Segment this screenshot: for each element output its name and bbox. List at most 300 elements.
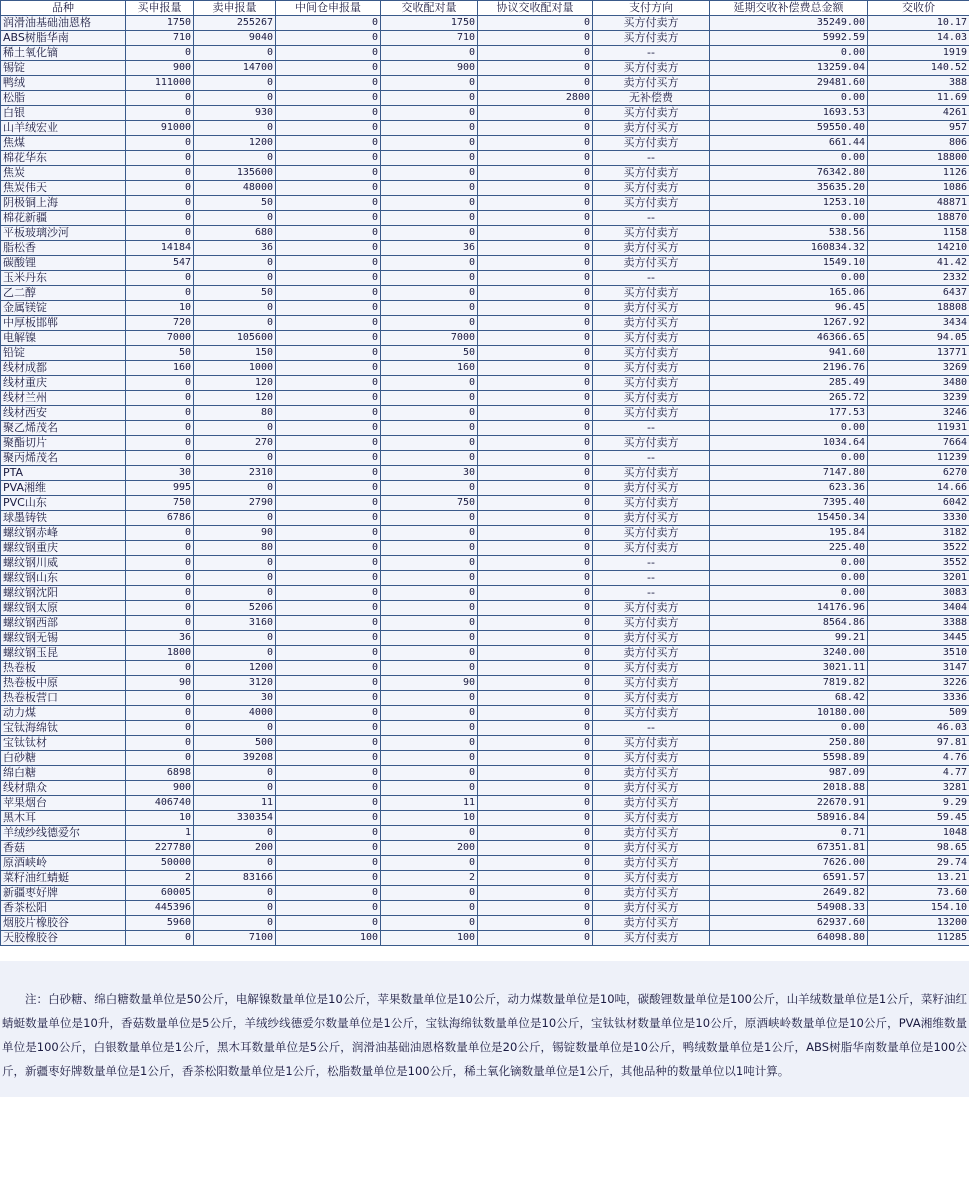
cell-sell-declared: 7100 [194,931,276,946]
cell-delivery-price: 11285 [868,931,969,946]
table-row [1,496,969,511]
cell-delivery-matched: 90 [381,676,478,691]
table-row [1,871,969,886]
cell-delivery-matched: 0 [381,421,478,436]
cell-delivery-price: 1086 [868,181,969,196]
cell-buy-declared: 0 [126,91,194,106]
cell-delivery-matched: 0 [381,571,478,586]
cell-buy-declared: 0 [126,211,194,226]
cell-delivery-matched: 0 [381,406,478,421]
cell-compensation-total: 0.00 [710,556,868,571]
cell-payment-direction: 买方付卖方 [593,346,710,361]
cell-variety: 螺纹钢沈阳 [1,586,126,601]
cell-sell-declared: 3160 [194,616,276,631]
table-row [1,931,969,946]
cell-payment-direction: 买方付卖方 [593,406,710,421]
cell-delivery-matched: 0 [381,151,478,166]
table-row [1,76,969,91]
cell-sell-declared: 0 [194,586,276,601]
cell-intermediate-declared: 0 [276,811,381,826]
cell-sell-declared: 0 [194,631,276,646]
table-row [1,736,969,751]
cell-payment-direction: 卖方付买方 [593,841,710,856]
cell-delivery-price: 3552 [868,556,969,571]
cell-compensation-total: 987.09 [710,766,868,781]
cell-intermediate-declared: 0 [276,316,381,331]
cell-intermediate-declared: 0 [276,151,381,166]
cell-intermediate-declared: 0 [276,556,381,571]
cell-buy-declared: 0 [126,571,194,586]
cell-buy-declared: 10 [126,301,194,316]
cell-payment-direction: -- [593,211,710,226]
cell-buy-declared: 0 [126,691,194,706]
cell-agreement-matched: 0 [478,796,593,811]
cell-intermediate-declared: 0 [276,826,381,841]
cell-delivery-price: 3404 [868,601,969,616]
cell-intermediate-declared: 0 [276,421,381,436]
cell-intermediate-declared: 0 [276,766,381,781]
table-row [1,556,969,571]
cell-delivery-matched: 1750 [381,16,478,31]
table-row [1,856,969,871]
cell-sell-declared: 0 [194,301,276,316]
cell-intermediate-declared: 0 [276,601,381,616]
table-row [1,916,969,931]
cell-sell-declared: 0 [194,511,276,526]
cell-intermediate-declared: 0 [276,526,381,541]
cell-variety: 宝钛海绵钛 [1,721,126,736]
cell-compensation-total: 67351.81 [710,841,868,856]
cell-delivery-matched: 0 [381,436,478,451]
cell-sell-declared: 0 [194,271,276,286]
cell-agreement-matched: 0 [478,751,593,766]
cell-intermediate-declared: 0 [276,241,381,256]
cell-buy-declared: 0 [126,586,194,601]
cell-payment-direction: -- [593,586,710,601]
cell-variety: 热卷板营口 [1,691,126,706]
cell-delivery-matched: 0 [381,691,478,706]
cell-agreement-matched: 0 [478,886,593,901]
header-variety: 品种 [1,1,126,16]
table-row [1,271,969,286]
cell-delivery-price: 3434 [868,316,969,331]
cell-intermediate-declared: 0 [276,886,381,901]
table-row [1,481,969,496]
cell-buy-declared: 111000 [126,76,194,91]
cell-delivery-matched: 0 [381,76,478,91]
cell-agreement-matched: 0 [478,421,593,436]
cell-compensation-total: 14176.96 [710,601,868,616]
cell-intermediate-declared: 0 [276,676,381,691]
cell-sell-declared: 150 [194,346,276,361]
cell-sell-declared: 5206 [194,601,276,616]
table-row [1,301,969,316]
cell-delivery-matched: 0 [381,916,478,931]
cell-sell-declared: 30 [194,691,276,706]
cell-delivery-matched: 0 [381,256,478,271]
cell-delivery-price: 3281 [868,781,969,796]
table-row [1,256,969,271]
cell-variety: 线材兰州 [1,391,126,406]
cell-variety: 棉花新疆 [1,211,126,226]
cell-intermediate-declared: 0 [276,136,381,151]
cell-sell-declared: 0 [194,646,276,661]
cell-payment-direction: 买方付卖方 [593,691,710,706]
cell-agreement-matched: 0 [478,31,593,46]
cell-variety: 白砂糖 [1,751,126,766]
cell-compensation-total: 1034.64 [710,436,868,451]
cell-agreement-matched: 0 [478,496,593,511]
cell-payment-direction: 买方付卖方 [593,196,710,211]
cell-delivery-matched: 0 [381,91,478,106]
cell-buy-declared: 0 [126,271,194,286]
cell-intermediate-declared: 0 [276,916,381,931]
cell-delivery-matched: 0 [381,391,478,406]
cell-variety: 羊绒纱线德爱尔 [1,826,126,841]
cell-sell-declared: 930 [194,106,276,121]
table-row [1,676,969,691]
cell-intermediate-declared: 0 [276,406,381,421]
cell-payment-direction: 买方付卖方 [593,496,710,511]
cell-delivery-matched: 0 [381,856,478,871]
cell-payment-direction: 卖方付买方 [593,646,710,661]
table-row [1,721,969,736]
cell-buy-declared: 0 [126,706,194,721]
cell-variety: 乙二醇 [1,286,126,301]
cell-compensation-total: 195.84 [710,526,868,541]
cell-delivery-price: 18808 [868,301,969,316]
cell-buy-declared: 90 [126,676,194,691]
cell-delivery-matched: 11 [381,796,478,811]
cell-variety: 碳酸锂 [1,256,126,271]
cell-intermediate-declared: 0 [276,31,381,46]
cell-delivery-matched: 0 [381,781,478,796]
cell-compensation-total: 1549.10 [710,256,868,271]
cell-compensation-total: 76342.80 [710,166,868,181]
cell-delivery-price: 2332 [868,271,969,286]
cell-compensation-total: 5992.59 [710,31,868,46]
cell-variety: 脂松香 [1,241,126,256]
cell-buy-declared: 406740 [126,796,194,811]
cell-sell-declared: 1200 [194,661,276,676]
cell-payment-direction: -- [593,46,710,61]
cell-delivery-price: 3269 [868,361,969,376]
cell-buy-declared: 0 [126,181,194,196]
cell-buy-declared: 1750 [126,16,194,31]
cell-buy-declared: 0 [126,406,194,421]
cell-delivery-price: 806 [868,136,969,151]
cell-variety: 阴极铜上海 [1,196,126,211]
cell-compensation-total: 165.06 [710,286,868,301]
cell-delivery-price: 3510 [868,646,969,661]
cell-delivery-matched: 0 [381,226,478,241]
cell-payment-direction: 买方付卖方 [593,466,710,481]
cell-compensation-total: 3240.00 [710,646,868,661]
cell-sell-declared: 0 [194,886,276,901]
cell-variety: 锡锭 [1,61,126,76]
cell-buy-declared: 30 [126,466,194,481]
table-row [1,886,969,901]
cell-delivery-price: 14.66 [868,481,969,496]
cell-sell-declared: 105600 [194,331,276,346]
cell-buy-declared: 0 [126,526,194,541]
cell-agreement-matched: 0 [478,106,593,121]
cell-payment-direction: 卖方付买方 [593,826,710,841]
cell-delivery-matched: 0 [381,166,478,181]
cell-agreement-matched: 0 [478,46,593,61]
cell-compensation-total: 29481.60 [710,76,868,91]
cell-payment-direction: -- [593,151,710,166]
cell-compensation-total: 3021.11 [710,661,868,676]
cell-payment-direction: 买方付卖方 [593,16,710,31]
cell-sell-declared: 0 [194,121,276,136]
cell-sell-declared: 50 [194,196,276,211]
cell-sell-declared: 330354 [194,811,276,826]
cell-compensation-total: 15450.34 [710,511,868,526]
cell-intermediate-declared: 0 [276,736,381,751]
cell-delivery-price: 3522 [868,541,969,556]
cell-buy-declared: 6898 [126,766,194,781]
table-row [1,766,969,781]
cell-delivery-matched: 0 [381,586,478,601]
cell-compensation-total: 54908.33 [710,901,868,916]
cell-buy-declared: 7000 [126,331,194,346]
cell-delivery-matched: 0 [381,556,478,571]
cell-variety: 原酒峡岭 [1,856,126,871]
cell-agreement-matched: 0 [478,556,593,571]
table-row [1,61,969,76]
cell-buy-declared: 160 [126,361,194,376]
table-row [1,361,969,376]
cell-sell-declared: 120 [194,376,276,391]
cell-sell-declared: 0 [194,916,276,931]
cell-compensation-total: 0.00 [710,46,868,61]
table-row [1,796,969,811]
cell-payment-direction: 买方付卖方 [593,676,710,691]
cell-agreement-matched: 0 [478,376,593,391]
cell-payment-direction: 买方付卖方 [593,166,710,181]
cell-variety: 螺纹钢赤峰 [1,526,126,541]
cell-payment-direction: 卖方付买方 [593,241,710,256]
cell-variety: 螺纹钢川威 [1,556,126,571]
cell-payment-direction: 卖方付买方 [593,76,710,91]
cell-variety: 菜籽油红蜻蜓 [1,871,126,886]
cell-agreement-matched: 0 [478,631,593,646]
cell-intermediate-declared: 0 [276,16,381,31]
cell-compensation-total: 99.21 [710,631,868,646]
cell-intermediate-declared: 0 [276,331,381,346]
cell-buy-declared: 900 [126,781,194,796]
table-row [1,901,969,916]
cell-delivery-price: 94.05 [868,331,969,346]
cell-agreement-matched: 0 [478,511,593,526]
cell-sell-declared: 680 [194,226,276,241]
cell-sell-declared: 80 [194,406,276,421]
cell-sell-declared: 2790 [194,496,276,511]
cell-buy-declared: 50 [126,346,194,361]
cell-variety: 平板玻璃沙河 [1,226,126,241]
cell-delivery-price: 6270 [868,466,969,481]
cell-intermediate-declared: 0 [276,796,381,811]
cell-agreement-matched: 0 [478,391,593,406]
cell-delivery-price: 4261 [868,106,969,121]
cell-variety: 山羊绒宏业 [1,121,126,136]
cell-delivery-price: 11931 [868,421,969,436]
cell-payment-direction: -- [593,451,710,466]
cell-agreement-matched: 0 [478,661,593,676]
cell-intermediate-declared: 0 [276,301,381,316]
header-delivery-price: 交收价 [868,1,969,16]
cell-buy-declared: 995 [126,481,194,496]
cell-sell-declared: 0 [194,721,276,736]
cell-variety: 鸭绒 [1,76,126,91]
cell-sell-declared: 36 [194,241,276,256]
cell-compensation-total: 5598.89 [710,751,868,766]
cell-agreement-matched: 0 [478,256,593,271]
cell-compensation-total: 46366.65 [710,331,868,346]
cell-agreement-matched: 0 [478,766,593,781]
cell-variety: 线材重庆 [1,376,126,391]
cell-delivery-matched: 30 [381,466,478,481]
cell-sell-declared: 0 [194,571,276,586]
table-row [1,31,969,46]
cell-buy-declared: 0 [126,931,194,946]
cell-delivery-matched: 100 [381,931,478,946]
cell-delivery-price: 13771 [868,346,969,361]
cell-agreement-matched: 0 [478,856,593,871]
cell-delivery-price: 18800 [868,151,969,166]
cell-compensation-total: 2649.82 [710,886,868,901]
cell-delivery-matched: 0 [381,121,478,136]
cell-intermediate-declared: 0 [276,166,381,181]
table-row [1,421,969,436]
cell-delivery-price: 11239 [868,451,969,466]
cell-delivery-matched: 0 [381,901,478,916]
cell-delivery-price: 3239 [868,391,969,406]
table-row [1,811,969,826]
cell-agreement-matched: 0 [478,676,593,691]
cell-sell-declared: 0 [194,316,276,331]
cell-compensation-total: 1267.92 [710,316,868,331]
table-row [1,781,969,796]
cell-agreement-matched: 0 [478,781,593,796]
cell-payment-direction: 卖方付买方 [593,631,710,646]
cell-compensation-total: 35635.20 [710,181,868,196]
cell-compensation-total: 7147.80 [710,466,868,481]
cell-compensation-total: 285.49 [710,376,868,391]
table-row [1,121,969,136]
cell-compensation-total: 62937.60 [710,916,868,931]
cell-buy-declared: 0 [126,601,194,616]
cell-variety: 香菇 [1,841,126,856]
cell-sell-declared: 9040 [194,31,276,46]
cell-payment-direction: 买方付卖方 [593,661,710,676]
cell-delivery-matched: 0 [381,721,478,736]
cell-payment-direction: 买方付卖方 [593,811,710,826]
cell-delivery-price: 509 [868,706,969,721]
cell-variety: 绵白糖 [1,766,126,781]
cell-payment-direction: 无补偿费 [593,91,710,106]
cell-delivery-matched: 0 [381,661,478,676]
cell-payment-direction: 卖方付买方 [593,256,710,271]
cell-payment-direction: 买方付卖方 [593,331,710,346]
cell-variety: 螺纹钢太原 [1,601,126,616]
header-buy-declared: 买申报量 [126,1,194,16]
cell-agreement-matched: 0 [478,586,593,601]
cell-sell-declared: 0 [194,91,276,106]
cell-buy-declared: 720 [126,316,194,331]
cell-payment-direction: 买方付卖方 [593,136,710,151]
cell-agreement-matched: 0 [478,121,593,136]
table-row [1,241,969,256]
cell-delivery-matched: 200 [381,841,478,856]
table-row [1,526,969,541]
cell-agreement-matched: 0 [478,601,593,616]
cell-intermediate-declared: 0 [276,376,381,391]
cell-delivery-price: 3445 [868,631,969,646]
cell-variety: 宝钛钛材 [1,736,126,751]
cell-agreement-matched: 0 [478,571,593,586]
cell-agreement-matched: 0 [478,406,593,421]
header-sell-declared: 卖申报量 [194,1,276,16]
cell-buy-declared: 0 [126,451,194,466]
cell-intermediate-declared: 0 [276,121,381,136]
cell-variety: 烟胶片橡胶谷 [1,916,126,931]
cell-compensation-total: 7395.40 [710,496,868,511]
header-intermediate-declared: 中间仓申报量 [276,1,381,16]
cell-delivery-matched: 0 [381,181,478,196]
cell-buy-declared: 0 [126,106,194,121]
cell-payment-direction: 买方付卖方 [593,361,710,376]
cell-variety: PVA湘维 [1,481,126,496]
cell-variety: ABS树脂华南 [1,31,126,46]
cell-payment-direction: 卖方付买方 [593,901,710,916]
cell-sell-declared: 0 [194,46,276,61]
cell-sell-declared: 14700 [194,61,276,76]
cell-intermediate-declared: 0 [276,541,381,556]
cell-buy-declared: 445396 [126,901,194,916]
cell-buy-declared: 91000 [126,121,194,136]
cell-compensation-total: 941.60 [710,346,868,361]
cell-delivery-matched: 0 [381,541,478,556]
cell-agreement-matched: 0 [478,616,593,631]
cell-agreement-matched: 0 [478,466,593,481]
cell-intermediate-declared: 0 [276,721,381,736]
cell-compensation-total: 225.40 [710,541,868,556]
table-row [1,511,969,526]
header-delivery-matched: 交收配对量 [381,1,478,16]
cell-payment-direction: 卖方付买方 [593,481,710,496]
table-row [1,46,969,61]
cell-delivery-matched: 0 [381,211,478,226]
table-row [1,151,969,166]
cell-buy-declared: 0 [126,421,194,436]
cell-agreement-matched: 0 [478,721,593,736]
cell-delivery-matched: 2 [381,871,478,886]
cell-variety: 香茶松阳 [1,901,126,916]
cell-variety: 焦煤 [1,136,126,151]
cell-agreement-matched: 0 [478,436,593,451]
cell-compensation-total: 0.00 [710,421,868,436]
table-row [1,691,969,706]
cell-payment-direction: 买方付卖方 [593,226,710,241]
cell-compensation-total: 1253.10 [710,196,868,211]
cell-delivery-price: 3201 [868,571,969,586]
cell-agreement-matched: 0 [478,916,593,931]
cell-buy-declared: 36 [126,631,194,646]
cell-buy-declared: 227780 [126,841,194,856]
cell-intermediate-declared: 0 [276,901,381,916]
